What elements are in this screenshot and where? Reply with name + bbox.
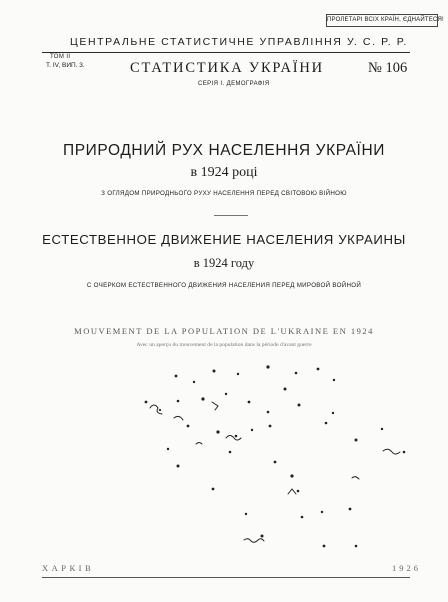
volume-line-1: ТОМ II (50, 54, 71, 60)
russian-year: в 1924 году (193, 256, 255, 270)
imprint-year: 1926 (392, 563, 421, 573)
imprint-city: ХАРКІВ (42, 563, 95, 573)
ukrainian-title: ПРИРОДНИЙ РУХ НАСЕЛЕННЯ УКРАЇНИ (63, 142, 385, 159)
series-title: СТАТИСТИКА УКРАЇНИ (130, 60, 324, 76)
bureau-name: ЦЕНТРАЛЬНЕ СТАТИСТИЧНЕ УПРАВЛІННЯ У. С. Р. Р. (70, 36, 408, 48)
ukrainian-subtitle: З ОГЛЯДОМ ПРИРОДНЬОГО РУХУ НАСЕЛЕННЯ ПЕРЕД СВІТОВОЮ ВІЙНОЮ (101, 190, 347, 197)
slogan-stamp: ПРОЛЕТАРІ ВСІХ КРАЇН, ЄДНАЙТЕСЯ! (326, 14, 438, 27)
volume-line-2: Т. IV, ВИП. 3. (46, 62, 85, 69)
ukrainian-year: в 1924 році (190, 165, 258, 180)
footer-rule (42, 577, 410, 578)
series-subtitle: СЕРІЯ I. ДЕМОГРАФІЯ (198, 81, 270, 87)
french-subtitle: Avec un aperçu du mouvement de la population dans la période d'avant guerre (136, 342, 312, 348)
french-title: MOUVEMENT DE LA POPULATION DE L'UKRAINE EN 1924 (74, 326, 374, 336)
russian-title: ЕСТЕСТВЕННОЕ ДВИЖЕНИЕ НАСЕЛЕНИЯ УКРАИНЫ (42, 232, 406, 247)
series-number: № 106 (368, 60, 408, 76)
russian-subtitle: С ОЧЕРКОМ ЕСТЕСТВЕННОГО ДВИЖЕНИЯ НАСЕЛЕНИЯ ПЕРЕД МИРОВОЙ ВОЙНОЙ (86, 282, 362, 289)
